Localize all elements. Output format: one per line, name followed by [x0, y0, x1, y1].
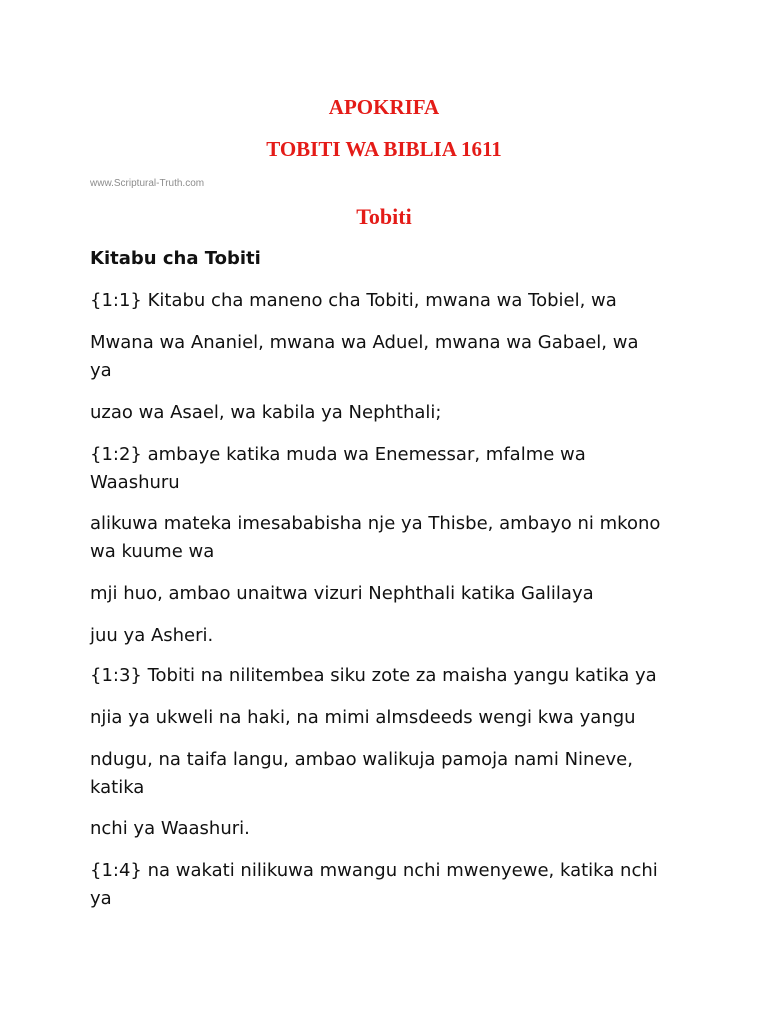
text-line: nchi ya Waashuri.	[90, 818, 250, 839]
section-heading: Kitabu cha Tobiti	[90, 248, 261, 269]
text-line: Mwana wa Ananiel, mwana wa Aduel, mwana wa Gabael, wa	[90, 332, 639, 353]
text-line: ya	[90, 888, 112, 909]
text-line: uzao wa Asael, wa kabila ya Nephthali;	[90, 402, 442, 423]
text-line: ya	[90, 360, 112, 381]
text-line: alikuwa mateka imesababisha nje ya Thisbe, ambayo ni mkono	[90, 513, 661, 534]
text-line: njia ya ukweli na haki, na mimi almsdeeds wengi kwa yangu	[90, 707, 636, 728]
text-line: {1:3} Tobiti na nilitembea siku zote za maisha yangu katika ya	[90, 665, 657, 686]
text-line: {1:1} Kitabu cha maneno cha Tobiti, mwana wa Tobiel, wa	[90, 290, 617, 311]
document-subtitle: TOBITI WA BIBLIA 1611	[266, 137, 502, 161]
book-title: Tobiti	[356, 204, 412, 229]
text-line: katika	[90, 777, 145, 798]
text-line: wa kuume wa	[90, 541, 215, 562]
document-title: APOKRIFA	[328, 95, 440, 119]
text-line: {1:4} na wakati nilikuwa mwangu nchi mwenyewe, katika nchi	[90, 860, 658, 881]
text-line: juu ya Asheri.	[90, 625, 214, 646]
text-line: Waashuru	[90, 472, 180, 493]
source-watermark: www.Scriptural-Truth.com	[90, 178, 205, 189]
text-line: {1:2} ambaye katika muda wa Enemessar, mfalme wa	[90, 444, 586, 465]
text-line: ndugu, na taifa langu, ambao walikuja pamoja nami Nineve,	[90, 749, 633, 770]
text-line: mji huo, ambao unaitwa vizuri Nephthali katika Galilaya	[90, 583, 594, 604]
